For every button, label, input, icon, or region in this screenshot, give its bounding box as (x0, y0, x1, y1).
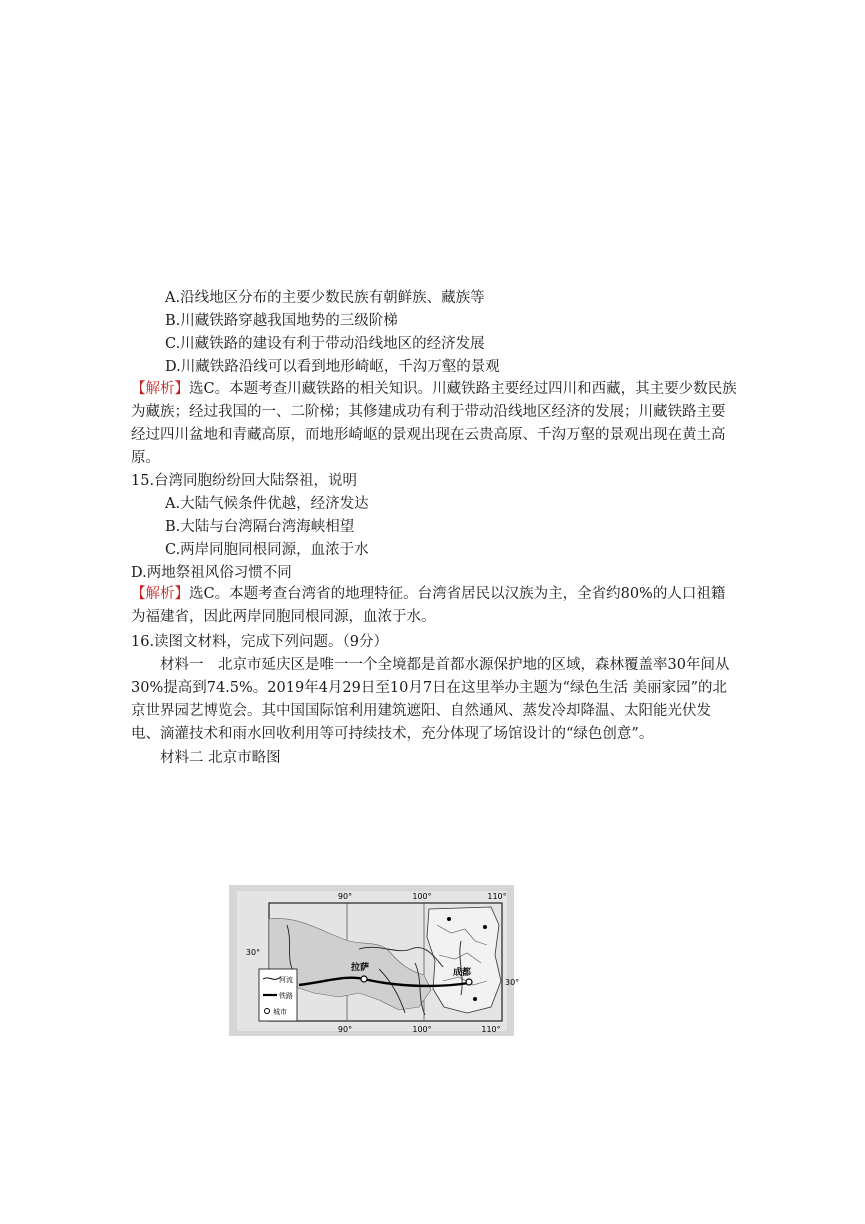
lat-left-30: 30° (245, 948, 261, 957)
sichuan-province (427, 907, 501, 1013)
q15-option-c: C.两岸同胞同根同源，血浓于水 (165, 542, 369, 558)
city-marker (473, 997, 477, 1001)
lhasa-city-marker (361, 976, 367, 982)
q16-material-1: 材料一 北京市延庆区是唯一一个全境都是首都水源保护地的区域，森林覆盖率30年间从30%提高到74.5%。2019年4月29日至10月7日在这里举办主题为“绿色生活 美丽家园”的北京世界园艺博览会。其中国国际馆利用建筑遮阳、自然通风、蒸发冷却降温、太阳能光伏发电、滴灌技术和雨水回收利用等可持续技术，充分体现了场馆设计的“绿色创意”。 (131, 657, 730, 742)
legend-city-icon (265, 1009, 270, 1014)
legend-river-label: 河流 (279, 976, 293, 984)
q15-option-b: B.大陆与台湾隔台湾海峡相望 (165, 519, 355, 535)
legend-city-label: 城市 (273, 1008, 287, 1016)
lon-top-100: 100° (412, 892, 432, 901)
q15-stem: 15.台湾同胞纷纷回大陆祭祖，说明 (131, 473, 358, 489)
q14-analysis (131, 378, 737, 470)
lon-top-90: 90° (337, 892, 353, 901)
q16-stem: 16.读图文材料，完成下列问题。（9分） (131, 634, 389, 650)
map-svg (229, 885, 520, 1036)
q14-analysis-text: 选C。本题考查川藏铁路的相关知识。川藏铁路主要经过四川和西藏，其主要少数民族为藏族；经过我国的一、二阶梯；其修建成功有利于带动沿线地区经济的发展；川藏铁路主要经过四川盆地和青藏高原，而地形崎岖的景观出现在云贵高原、千沟万壑的景观出现在黄土高原。 (131, 381, 737, 466)
chengdu-label: 成都 (453, 968, 472, 978)
city-marker (483, 925, 487, 929)
q14-option-a: A.沿线地区分布的主要少数民族有朝鲜族、藏族等 (165, 290, 485, 306)
chengdu-city-marker (466, 979, 472, 985)
q16-material-2: 材料二 北京市略图 (160, 750, 281, 766)
lon-top-110: 110° (487, 892, 507, 901)
q15-analysis-text: 选C。本题考查台湾省的地理特征。台湾省居民以汉族为主，全省约80%的人口祖籍为福建省，因此两岸同胞同根同源，血浓于水。 (131, 586, 726, 625)
legend-railway-label: 铁路 (279, 992, 293, 1000)
q14-option-b: B.川藏铁路穿越我国地势的三级阶梯 (165, 313, 398, 329)
q14-option-d: D.川藏铁路沿线可以看到地形崎岖，千沟万壑的景观 (165, 359, 500, 375)
q14-option-c: C.川藏铁路的建设有利于带动沿线地区的经济发展 (165, 336, 485, 352)
lon-bottom-110: 110° (481, 1025, 501, 1034)
analysis-tag: 【解析】 (131, 586, 189, 602)
city-marker (447, 917, 451, 921)
lon-bottom-100: 100° (412, 1025, 432, 1034)
sichuan-tibet-railway-map (229, 885, 520, 1036)
analysis-tag: 【解析】 (131, 381, 189, 397)
lat-right-30: 30° (505, 978, 520, 987)
q15-option-a: A.大陆气候条件优越，经济发达 (165, 496, 369, 512)
q15-analysis (131, 583, 737, 629)
lon-bottom-90: 90° (337, 1025, 353, 1034)
lhasa-label: 拉萨 (351, 963, 370, 973)
q15-option-d: D.两地祭祖风俗习惯不同 (131, 565, 292, 581)
